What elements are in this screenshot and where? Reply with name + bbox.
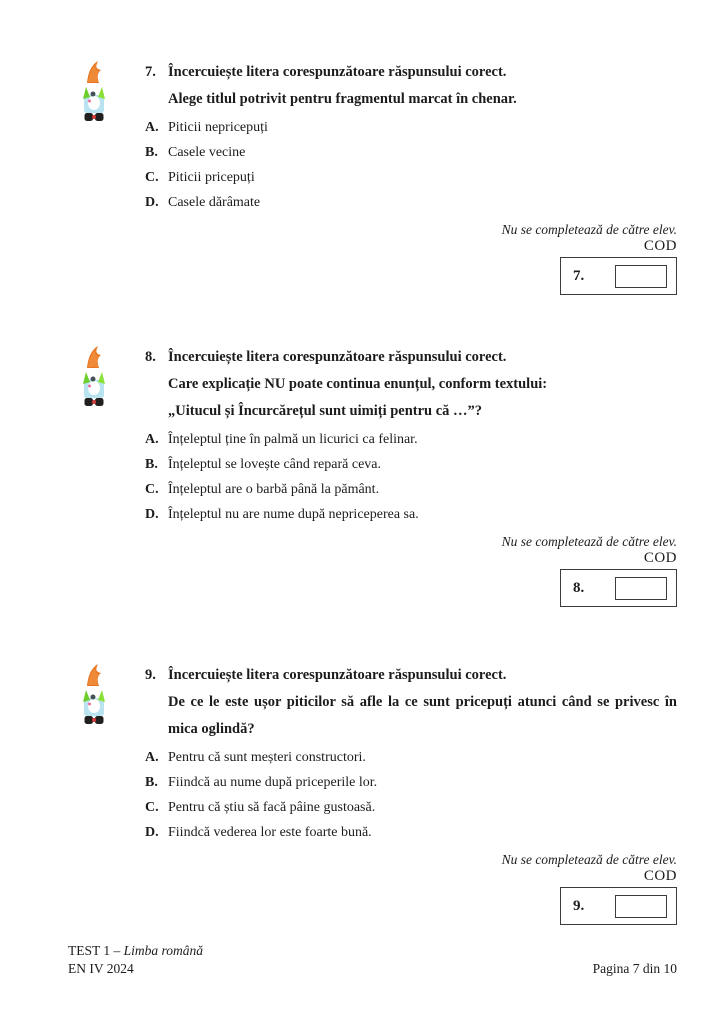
option-text: Casele vecine <box>168 145 246 160</box>
question-prompt: Alege titlul potrivit pentru fragmentul marcat în chenar. <box>168 91 517 107</box>
option-b <box>145 452 677 477</box>
option-c <box>145 477 677 502</box>
question-instruction: Încercuiește litera corespunzătoare răspunsului corect. <box>168 64 507 80</box>
option-text: Înțeleptul nu are nume după nepriceperea sa. <box>168 507 419 522</box>
question-text <box>168 344 677 425</box>
question-prompt: Care explicație NU poate continua enunțul, conform textului: <box>168 376 548 392</box>
test-title-text: TEST 1 – <box>68 943 124 958</box>
cod-input-field <box>615 895 667 918</box>
footer-test-info <box>68 942 203 978</box>
option-letter: D. <box>145 507 159 522</box>
question-header <box>145 59 677 113</box>
question-body <box>145 340 677 607</box>
option-text: Casele dărâmate <box>168 195 261 210</box>
option-letter: C. <box>145 482 159 497</box>
question-number: 8. <box>145 349 156 365</box>
no-fill-note: Nu se completează de către elev. <box>501 222 677 237</box>
page-footer <box>68 942 677 978</box>
cod-box <box>560 887 677 925</box>
cod-label: COD <box>643 550 677 566</box>
options-list <box>145 115 677 215</box>
question-number: 7. <box>145 64 156 80</box>
question-body <box>145 55 677 295</box>
cod-input-field <box>615 577 667 600</box>
option-b <box>145 770 677 795</box>
option-d <box>145 820 677 845</box>
question-block-7 <box>80 55 680 295</box>
option-c <box>145 795 677 820</box>
options-list <box>145 427 677 527</box>
gnome-icon <box>80 662 108 726</box>
option-c <box>145 165 677 190</box>
option-letter: B. <box>145 775 158 790</box>
question-header <box>145 662 677 743</box>
option-text: Piticii pricepuți <box>168 170 255 185</box>
option-letter: D. <box>145 195 159 210</box>
question-header <box>145 344 677 425</box>
question-instruction: Încercuiește litera corespunzătoare răspunsului corect. <box>168 349 507 365</box>
question-text <box>168 59 677 113</box>
option-text: Înțeleptul ține în palmă un licurici ca felinar. <box>168 432 418 447</box>
option-letter: A. <box>145 750 159 765</box>
option-a <box>145 115 677 140</box>
test-subject-text: Limba română <box>123 943 204 958</box>
question-number: 9. <box>145 667 156 683</box>
option-letter: C. <box>145 800 159 815</box>
question-block-8 <box>80 340 680 607</box>
footer-test-title <box>68 942 203 960</box>
option-text: Înțeleptul se lovește când repară ceva. <box>168 457 382 472</box>
option-text: Pentru că știu să facă pâine gustoasă. <box>168 800 376 815</box>
option-d <box>145 190 677 215</box>
option-text: Fiindcă vederea lor este foarte bună. <box>168 825 372 840</box>
cod-question-number: 9. <box>573 897 585 914</box>
question-body <box>145 658 677 925</box>
cod-input-field <box>615 265 667 288</box>
question-prompt: De ce le este ușor piticilor să afle la ce sunt pricepuți atunci când se privesc în <box>168 694 677 710</box>
option-d <box>145 502 677 527</box>
option-a <box>145 427 677 452</box>
no-fill-note: Nu se completează de către elev. <box>501 852 677 867</box>
option-letter: A. <box>145 120 159 135</box>
cod-box <box>560 569 677 607</box>
cod-label: COD <box>643 868 677 884</box>
question-instruction: Încercuiește litera corespunzătoare răspunsului corect. <box>168 667 507 683</box>
option-text: Pentru că sunt meșteri constructori. <box>168 750 366 765</box>
option-text: Înțeleptul are o barbă până la pământ. <box>168 482 380 497</box>
gnome-icon <box>80 344 108 408</box>
no-fill-note: Nu se completează de către elev. <box>501 534 677 549</box>
cod-label: COD <box>643 238 677 254</box>
option-b <box>145 140 677 165</box>
option-text: Piticii nepricepuți <box>168 120 268 135</box>
option-letter: A. <box>145 432 159 447</box>
options-list <box>145 745 677 845</box>
option-letter: D. <box>145 825 159 840</box>
gnome-icon <box>80 59 108 123</box>
option-a <box>145 745 677 770</box>
option-letter: B. <box>145 457 158 472</box>
question-prompt: mica oglindă? <box>168 721 255 737</box>
question-text <box>168 662 677 743</box>
question-block-9 <box>80 658 680 925</box>
cod-question-number: 8. <box>573 579 585 596</box>
option-text: Fiindcă au nume după priceperile lor. <box>168 775 378 790</box>
option-letter: B. <box>145 145 158 160</box>
question-prompt: „Uitucul și Încurcărețul sunt uimiți pentru că …”? <box>168 403 483 419</box>
cod-box <box>560 257 677 295</box>
footer-edition: EN IV 2024 <box>68 961 134 976</box>
cod-question-number: 7. <box>573 267 585 284</box>
option-letter: C. <box>145 170 159 185</box>
page-indicator: Pagina 7 din 10 <box>592 961 677 976</box>
